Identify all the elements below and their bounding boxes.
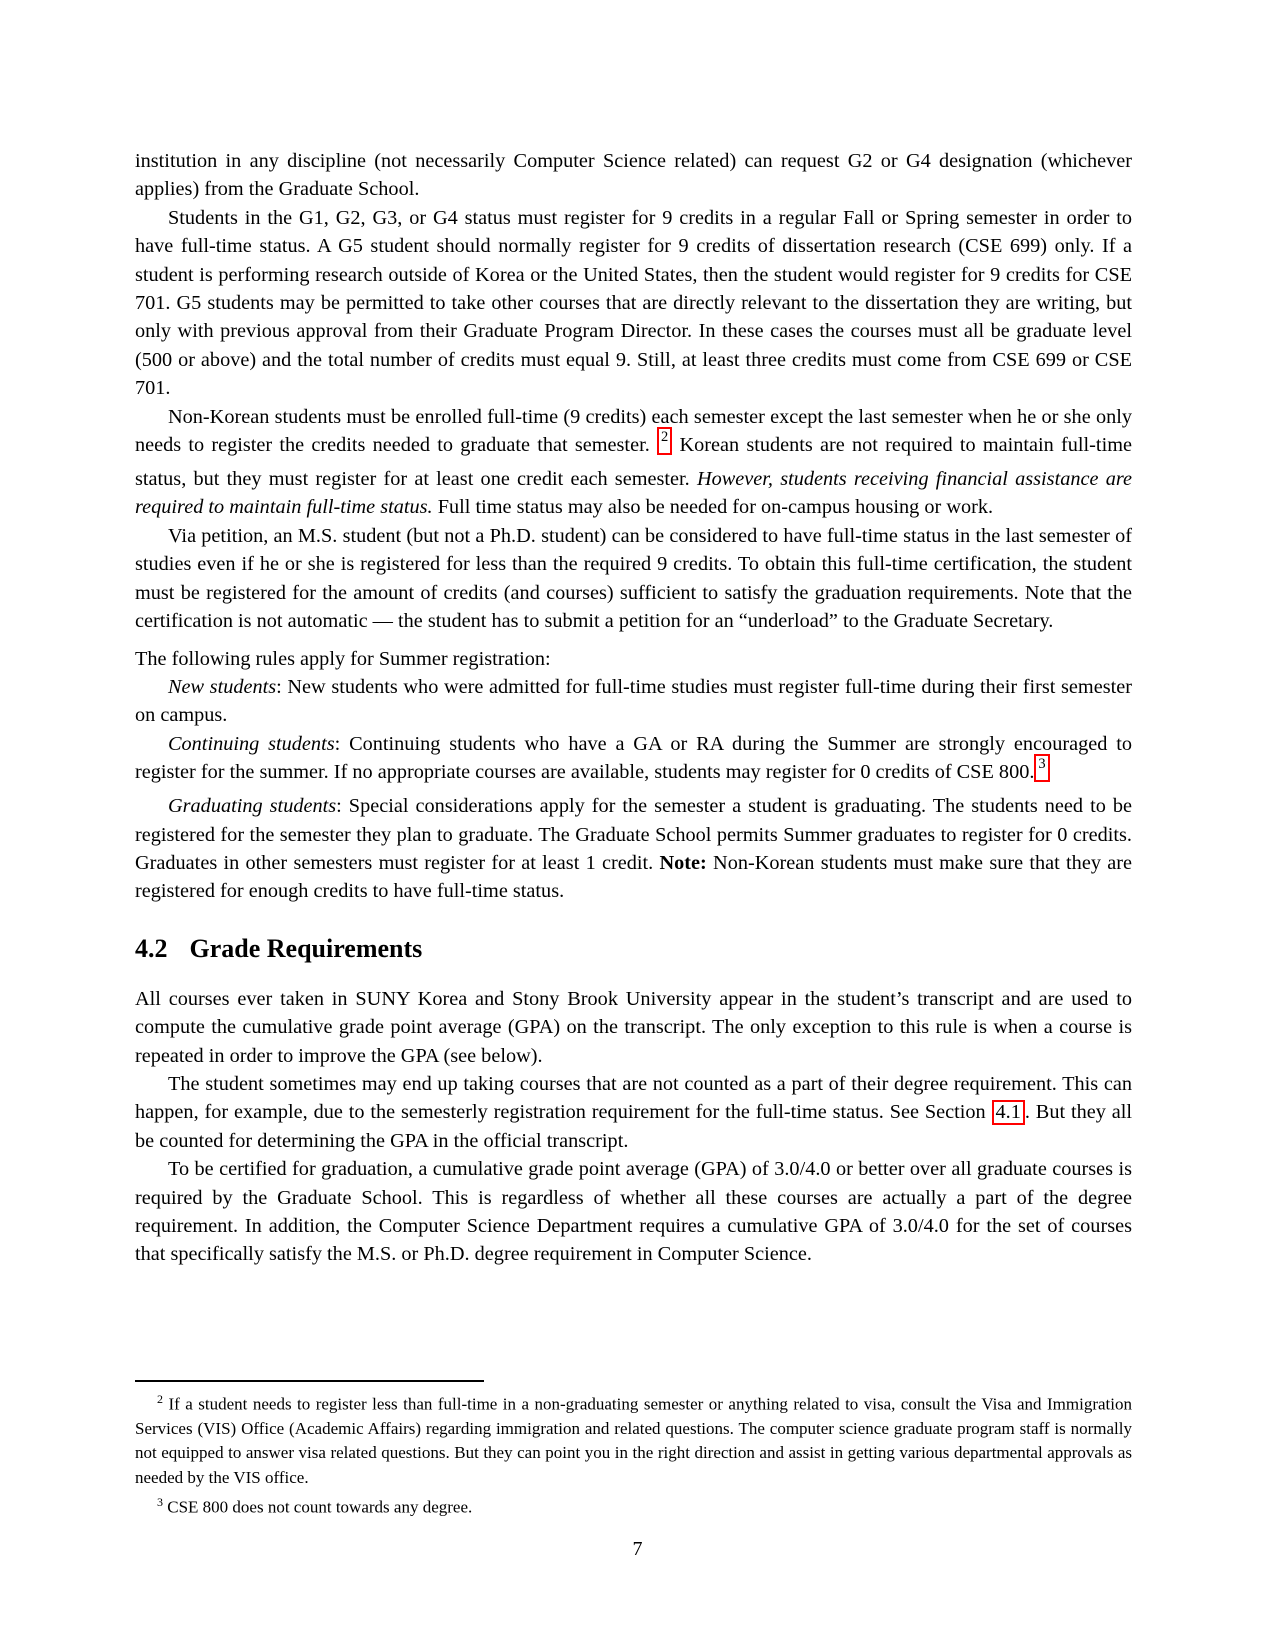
paragraph [135,1070,1132,1155]
footnote: $^2$ If a student needs to register less than full-time in a non-graduating semester or anything related to visa, consult the Visa and Immigration Services (VIS) Office (Academic Affairs) regarding immigration and related questions. The computer science graduate program staff is normally not equipped to answer visa related questions. But they can point you in the right direction and assist in getting various departmental approvals as needed by the VIS office. [135,1392,1132,1487]
footnote-ref-link[interactable]: 2 [657,427,672,455]
text-run: All courses ever taken in SUNY Korea and Stony Brook University appear in the student’s transcript and are used to compute the cumulative grade point average (GPA) on the transcript. The only exception to this rule is when a course is repeated in order to improve the GPA (see below). [135,987,1132,1067]
text-run: Graduating students [168,795,337,818]
text-run: However, students receiving financial assistance are required to maintain full-time status. [135,468,1132,519]
footnote-marker: 3 [157,1495,163,1510]
section-paragraphs [135,985,1132,1269]
paragraph [135,204,1132,403]
text-run: Non-Korean students must make sure that they are registered for enough credits to have full-time status. [135,851,1132,903]
body-text [135,147,1132,1269]
footnote-divider [135,1380,484,1382]
text-run: Via petition, an M.S. student (but not a Ph.D. student) can be considered to have full-time status in the last semester of studies even if he or she is registered for less than the required 9 credits. To obtain this full-time certification, the student must be registered for the amount of credits (and courses) sufficient to satisfy the graduation requirements. Note that the certification is not automatic — the student has to submit a petition for an “underload” to the Graduate Secretary. [135,524,1132,633]
page-number: 7 [632,1538,643,1560]
footnote: $^3$ CSE 800 does not count towards any degree. [157,1495,473,1517]
text-run: Korean students are not required to maintain full-time status, but they must register for at least one credit each semester. [135,434,1132,491]
footnote-marker: 2 [157,1392,163,1406]
text-run: To be certified for graduation, a cumulative grade point average (GPA) of 3.0/4.0 or better over all graduate courses is required by the Graduate School. This is regardless of whether all these courses are actually a part of the degree requirement. In addition, the Computer Science Department requires a cumulative GPA of 3.0/4.0 for the set of courses that specifically satisfy the M.S. or Ph.D. degree requirement in Computer Science. [135,1158,1132,1266]
text-run: Non-Korean students must be enrolled full-time (9 credits) each semester except the last semester when he or she only needs to register the credits needed to graduate that semester. [135,405,1132,457]
paragraph [135,522,1132,636]
text-run: institution in any discipline (not necessarily Computer Science related) can request G2 or G4 designation (whichever applies) from the Graduate School. [135,150,1132,201]
footnote-area [135,1380,1132,1520]
paragraph [135,147,1132,204]
text-run: : New students who were admitted for full-time studies must register full-time during their first semester on campus. [135,675,1132,727]
section-ref-link[interactable]: 4.1 [992,1100,1025,1125]
section-number: 4.2 [135,933,168,963]
text-run: : Continuing students who have a GA or RA during the Summer are strongly encouraged to register for the summer. If no appropriate courses are available, students may register for 0 credits of CSE 800. [135,732,1132,784]
paragraph [135,403,1132,522]
text-run: . But they all be counted for determining the GPA in the official transcript. [135,1101,1132,1152]
paragraph [135,1155,1132,1269]
paragraph [135,645,1132,673]
text-run: : Special considerations apply for the semester a student is graduating. The students need to be registered for the semester they plan to graduate. The Graduate School permits Summer graduates to register for 0 credits. Graduates in other semesters must register for at least 1 credit. [135,795,1132,874]
text-run: Continuing students [168,732,335,755]
section-heading [135,932,1132,966]
paragraph [135,985,1132,1070]
text-run: New students [168,675,277,698]
text-run: Note: [659,851,707,874]
footnote-ref-link[interactable]: 3 [1034,754,1049,782]
footnote-list [135,1387,1132,1520]
paragraph [135,673,1132,730]
text-run: Students in the G1, G2, G3, or G4 status must register for 9 credits in a regular Fall or Spring semester in order to have full-time status. A G5 student should normally register for 9 credits of dissertation research (CSE 699) only. If a student is performing research outside of Korea or the United States, then the student would register for 9 credits for CSE 701. G5 students may be permitted to take other courses that are directly relevant to the dissertation they are writing, but only with previous approval from their Graduate Program Director. In these cases the courses must all be graduate level (500 or above) and the total number of credits must equal 9. Still, at least three credits must come from CSE 699 or CSE 701. [135,206,1132,400]
paragraph [135,730,1132,792]
text-run: The student sometimes may end up taking courses that are not counted as a part of their degree requirement. This can happen, for example, due to the semesterly registration requirement for the full-time status. See Section [135,1072,1132,1124]
text-run: Full time status may also be needed for on-campus housing or work. [432,496,994,519]
section-title: Grade Requirements [189,933,423,963]
paragraph [135,792,1132,906]
text-run: The following rules apply for Summer registration: [135,647,551,670]
pre-section-paragraphs [135,147,1132,906]
